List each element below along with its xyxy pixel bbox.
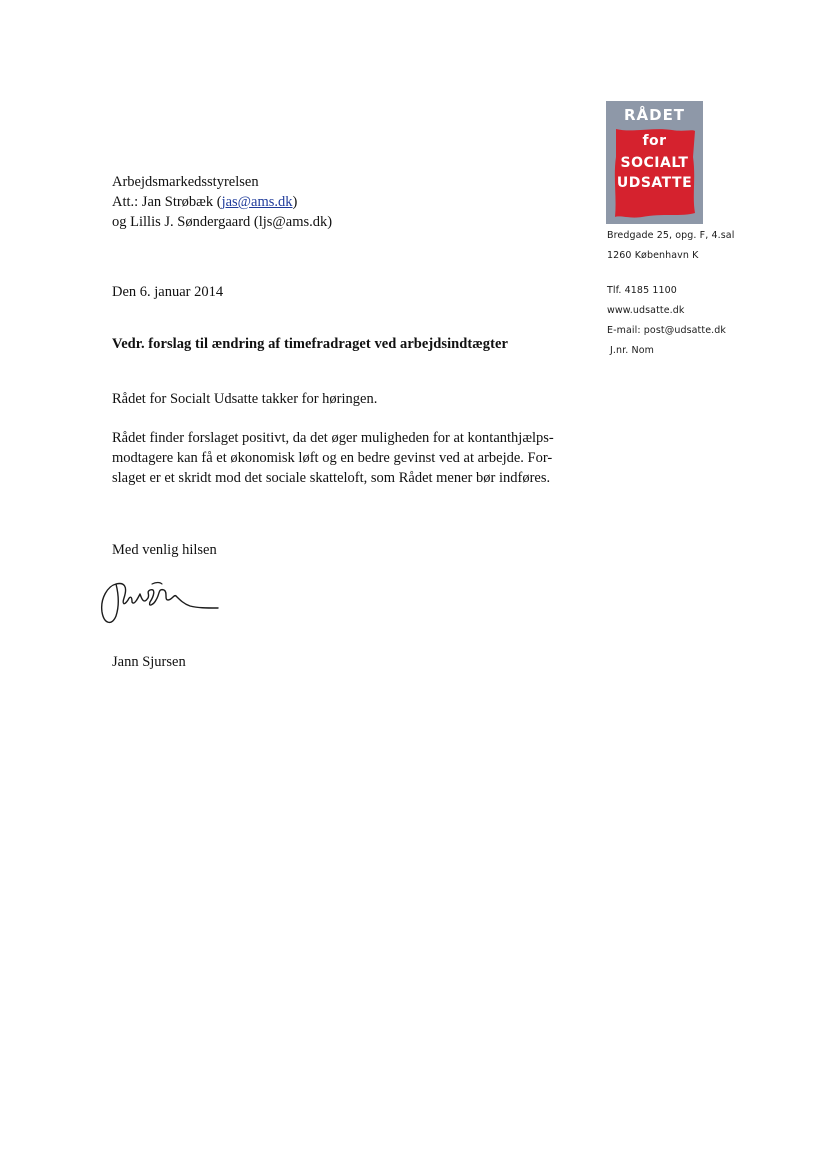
sender-address-line2: 1260 København K: [607, 250, 699, 261]
sender-journal-number: J.nr. Nom: [610, 345, 654, 356]
closing-salutation: Med venlig hilsen: [112, 542, 217, 558]
paragraph-line: modtagere kan få et økonomisk løft og en bedre gevinst ved at arbejde. For-: [112, 450, 553, 466]
recipient-attention-line: [112, 192, 532, 212]
recipient-organization: Arbejdsmarkedsstyrelsen: [112, 174, 259, 190]
body-paragraph-2: [112, 428, 572, 488]
attention-prefix: Att.: Jan Strøbæk (: [112, 194, 222, 210]
recipient-second-contact: og Lillis J. Søndergaard (ljs@ams.dk): [112, 214, 333, 230]
sender-address-line1: Bredgade 25, opg. F, 4.sal: [607, 230, 735, 241]
sender-website[interactable]: www.udsatte.dk: [607, 305, 685, 316]
logo-text-udsatte: UDSATTE: [616, 175, 693, 191]
sender-phone: Tlf. 4185 1100: [607, 285, 677, 296]
body-paragraph-1: Rådet for Socialt Udsatte takker for høringen.: [112, 391, 378, 407]
paragraph-line: Rådet finder forslaget positivt, da det øger muligheden for at kontanthjælps-: [112, 430, 554, 446]
paragraph-line: slaget er et skridt mod det sociale skatteloft, som Rådet mener bør indføres.: [112, 470, 551, 486]
logo-text-for: for: [642, 133, 667, 149]
handwritten-signature: [94, 574, 234, 634]
letter-date: Den 6. januar 2014: [112, 284, 224, 300]
signer-name: Jann Sjursen: [112, 654, 186, 670]
recipient-email-link[interactable]: jas@ams.dk: [221, 194, 293, 210]
letter-subject: Vedr. forslag til ændring af timefradraget ved arbejdsindtægter: [112, 336, 508, 352]
logo-text-socialt: SOCIALT: [620, 155, 689, 171]
logo-text-radet: RÅDET: [623, 106, 686, 124]
sender-email[interactable]: E-mail: post@udsatte.dk: [607, 325, 726, 336]
sender-contact-info: [607, 226, 807, 361]
radet-logo: [606, 101, 703, 224]
recipient-block: [112, 172, 532, 232]
attention-suffix: ): [292, 194, 298, 210]
